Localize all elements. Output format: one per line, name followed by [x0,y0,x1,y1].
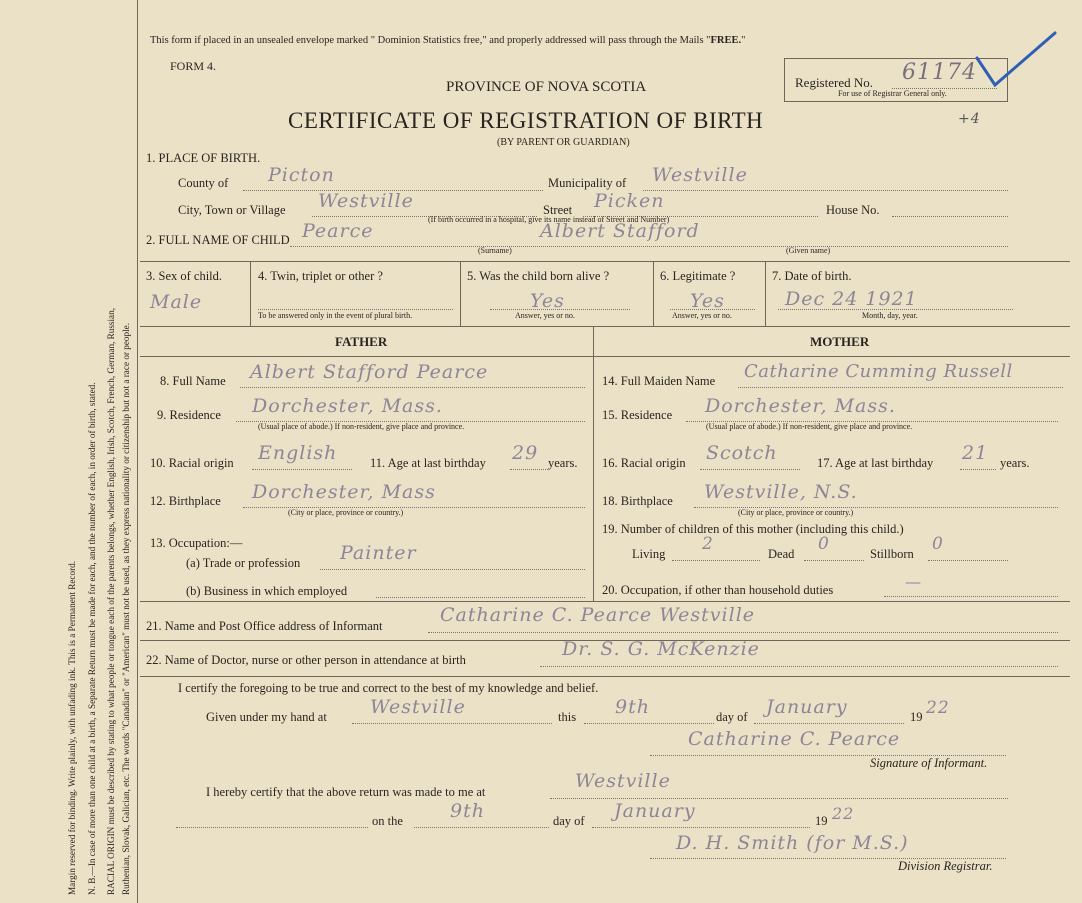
city-label: City, Town or Village [178,203,286,217]
living-value: 2 [702,534,714,554]
registrar-year-prefix: 19 [815,814,828,828]
given-name-caption: (Given name) [786,246,831,255]
child-surname: Pearce [302,220,374,242]
alive-value: Yes [530,290,565,312]
stillborn-label: Stillborn [870,547,914,561]
year-prefix: 19 [910,710,923,724]
living-label: Living [632,547,666,561]
mother-residence-note: (Usual place of abode.) If non-resident, give place and province. [706,422,913,431]
margin-mark: +4 [958,111,981,127]
father-racial-label: 10. Racial origin [150,456,234,470]
doctor-label: 22. Name of Doctor, nurse or other person in attendance at birth [146,653,466,667]
registrar-use-note: For use of Registrar General only. [838,89,947,98]
doctor-value: Dr. S. G. McKenzie [562,638,760,660]
father-residence-note: (Usual place of abode.) If non-resident, give place and province. [258,422,465,431]
sex-label: 3. Sex of child. [146,269,223,283]
mother-birthplace: Westville, N.S. [704,481,858,503]
county-value: Picton [268,164,335,186]
certificate-subtitle: (BY PARENT OR GUARDIAN) [497,137,630,148]
dob-note: Month, day, year. [862,311,918,320]
father-heading: FATHER [335,334,388,349]
sex-value: Male [150,291,203,313]
dob-value: Dec 24 1921 [785,288,918,310]
registrar-month: January [614,800,696,822]
given-year: 22 [926,698,950,718]
informant-signature: Catharine C. Pearce [688,728,901,750]
father-trade: Painter [340,542,417,564]
mother-name-label: 14. Full Maiden Name [602,374,716,388]
father-name: Albert Stafford Pearce [250,361,489,383]
father-birthplace-note: (City or place, province or country.) [288,508,404,517]
mother-occupation-label: 20. Occupation, if other than household duties [602,583,834,597]
certify-statement: I certify the foregoing to be true and correct to the best of my knowledge and belief. [178,681,599,695]
given-place: Westville [370,696,466,718]
mother-occupation: — [905,572,922,591]
hospital-note: (If birth occurred in a hospital, give its name instead of Street and Number) [428,215,670,224]
registrar-day-of-label: day of [553,814,585,828]
registrar-signature: D. H. Smith (for M.S.) [676,832,909,854]
registered-label: Registered No. [795,75,873,90]
dead-value: 0 [818,534,830,554]
registered-number: 61174 [902,60,977,85]
registrar-place: Westville [575,770,671,792]
trade-label: (a) Trade or profession [186,556,301,570]
registrar-statement: I hereby certify that the above return was made to me at [206,785,486,799]
mother-years: years. [1000,456,1030,470]
county-label: County of [178,176,229,190]
municipality-label: Municipality of [548,176,627,190]
side-note-2: N. B.—In case of more than one child at a birth, a Separate Return must be made for each, and the number of each, in order of birth, stated. [87,382,97,895]
day-of-label: day of [716,710,748,724]
father-residence-label: 9. Residence [157,408,221,422]
twin-label: 4. Twin, triplet or other ? [258,269,383,283]
check-mark-icon [975,30,1060,92]
province-heading: PROVINCE OF NOVA SCOTIA [446,79,647,95]
house-label: House No. [826,203,880,217]
father-birthplace-label: 12. Birthplace [150,494,221,508]
certificate-title: CERTIFICATE OF REGISTRATION OF BIRTH [288,108,764,133]
given-month: January [766,696,848,718]
legitimate-value: Yes [690,290,725,312]
father-name-label: 8. Full Name [160,374,226,388]
side-note-4: Ruthenian, Slovak, Galician, etc. The words "Canadian" or "American" must not be used, as they express nationality or citizenship but not a race or people. [121,322,131,895]
on-the-label: on the [372,814,403,828]
postal-note: This form if placed in an unsealed envelope marked " Dominion Statistics free," and properly addressed will pass through the Mails "FREE." [150,35,746,46]
street-value: Picken [594,190,665,212]
registrar-day: 9th [450,800,485,822]
dob-label: 7. Date of birth. [772,269,852,283]
mother-residence-label: 15. Residence [602,408,673,422]
stillborn-value: 0 [932,534,944,554]
mother-racial-origin: Scotch [706,442,778,464]
form-number: FORM 4. [170,59,217,73]
municipality-value: Westville [652,164,748,186]
mother-residence: Dorchester, Mass. [705,395,896,417]
surname-caption: (Surname) [478,246,512,255]
dead-label: Dead [768,547,795,561]
margin-line [137,0,138,903]
city-value: Westville [318,190,414,212]
child-name-label: 2. FULL NAME OF CHILD [146,233,290,247]
business-label: (b) Business in which employed [186,584,348,598]
informant-signature-caption: Signature of Informant. [870,756,988,770]
mother-heading: MOTHER [810,334,870,349]
mother-age-label: 17. Age at last birthday [817,456,934,470]
children-count-label: 19. Number of children of this mother (including this child.) [602,522,904,536]
registrar-year: 22 [832,804,855,823]
side-margin [0,0,140,903]
mother-birthplace-label: 18. Birthplace [602,494,673,508]
given-under-label: Given under my hand at [206,710,327,724]
mother-racial-label: 16. Racial origin [602,456,686,470]
alive-note: Answer, yes or no. [515,311,575,320]
father-age: 29 [512,442,539,464]
side-note-1: Margin reserved for binding. Write plainly, with unfading ink. This is a Permanent Record. [67,560,77,895]
father-age-label: 11. Age at last birthday [370,456,486,470]
this-label: this [558,710,577,724]
mother-age: 21 [962,442,989,464]
twin-note: To be answered only in the event of plural birth. [258,311,413,320]
child-given-name: Albert Stafford [540,220,700,242]
mother-maiden-name: Catharine Cumming Russell [744,361,1013,382]
legitimate-note: Answer, yes or no. [672,311,732,320]
mother-birthplace-note: (City or place, province or country.) [738,508,854,517]
father-occupation-label: 13. Occupation:— [150,536,243,550]
given-day: 9th [615,696,650,718]
father-residence: Dorchester, Mass. [252,395,443,417]
informant-value: Catharine C. Pearce Westville [440,604,756,626]
father-racial-origin: English [258,442,338,464]
registrar-signature-caption: Division Registrar. [898,859,993,873]
place-of-birth-label: 1. PLACE OF BIRTH. [146,151,261,165]
street-label: Street [543,203,573,217]
alive-label: 5. Was the child born alive ? [467,269,610,283]
legitimate-label: 6. Legitimate ? [660,269,736,283]
father-birthplace: Dorchester, Mass [252,481,436,503]
side-note-3: RACIAL ORIGIN must be described by stating to what people or tongue each of the parents belongs, whether English, Irish, Scotch, French, German, Russian, [106,307,116,895]
father-years: years. [548,456,578,470]
informant-label: 21. Name and Post Office address of Informant [146,619,383,633]
